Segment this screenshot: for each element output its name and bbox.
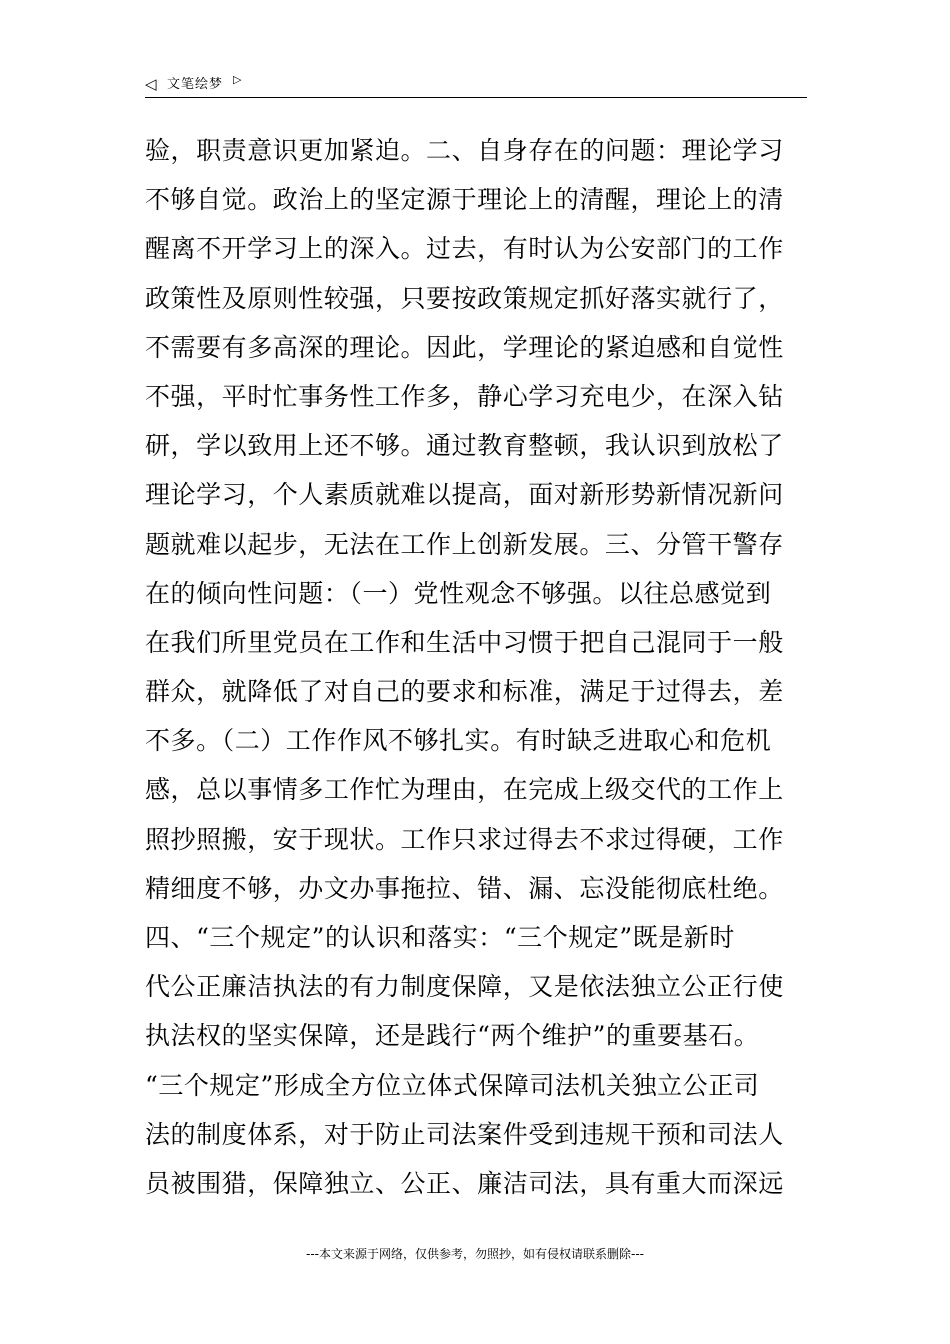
- body-text-line: 执法权的坚实保障，还是践行“两个维护”的重要基石。: [145, 1021, 760, 1051]
- body-text-line: 醒离不开学习上的深入。过去，有时认为公安部门的工作: [145, 234, 784, 264]
- body-text-line: 四、“三个规定”的认识和落实：“三个规定”既是新时: [145, 923, 735, 952]
- triangle-left-outline-icon: ◁: [145, 75, 157, 93]
- brand-name: 文笔绘梦: [167, 77, 224, 92]
- body-text-line: 代公正廉洁执法的有力制度保障，又是依法独立公正行使: [145, 972, 784, 1002]
- body-text-line: 研，学以致用上还不够。通过教育整顿，我认识到放松了: [145, 431, 784, 461]
- body-text-line: 感，总以事情多工作忙为理由，在完成上级交代的工作上: [145, 775, 784, 805]
- page-header: [145, 72, 807, 96]
- footer-disclaimer: ---本文来源于网络，仅供参考，勿照抄，如有侵权请联系删除---: [306, 1247, 644, 1261]
- body-text-line: 群众，就降低了对自己的要求和标准，满足于过得去，差: [145, 677, 784, 707]
- body-text-line: 政策性及原则性较强，只要按政策规定抓好落实就行了，: [145, 283, 784, 313]
- body-text-line: 在的倾向性问题：（一）党性观念不够强。以往总感觉到: [145, 578, 772, 608]
- header-divider: [145, 97, 807, 98]
- body-text-line: 员被围猎，保障独立、公正、廉洁司法，具有重大而深远: [145, 1168, 784, 1198]
- body-text-line: 理论学习，个人素质就难以提高，面对新形势新情况新问: [145, 480, 784, 510]
- triangle-right-outline-icon: ▷: [233, 73, 242, 86]
- document-body: [145, 126, 807, 1208]
- body-text-line: 在我们所里党员在工作和生活中习惯于把自己混同于一般: [145, 627, 784, 657]
- body-text-line: “三个规定”形成全方位立体式保障司法机关独立公正司: [145, 1070, 760, 1100]
- body-text-line: 不够自觉。政治上的坚定源于理论上的清醒，理论上的清: [145, 185, 784, 215]
- body-text-line: 不强，平时忙事务性工作多，静心学习充电少，在深入钻: [145, 381, 784, 411]
- body-text-line: 题就难以起步，无法在工作上创新发展。三、分管干警存: [145, 529, 784, 559]
- body-text-line: 照抄照搬，安于现状。工作只求过得去不求过得硬，工作: [145, 824, 784, 854]
- body-text-line: 不多。（二）工作作风不够扎实。有时缺乏进取心和危机: [145, 726, 772, 756]
- body-text-line: 法的制度体系，对于防止司法案件受到违规干预和司法人: [145, 1119, 784, 1149]
- body-text-line: 验，职责意识更加紧迫。二、自身存在的问题：理论学习: [145, 136, 784, 165]
- body-text-line: 不需要有多高深的理论。因此，学理论的紧迫感和自觉性: [145, 332, 784, 362]
- body-text-line: 精细度不够，办文办事拖拉、错、漏、忘没能彻底杜绝。: [145, 873, 784, 903]
